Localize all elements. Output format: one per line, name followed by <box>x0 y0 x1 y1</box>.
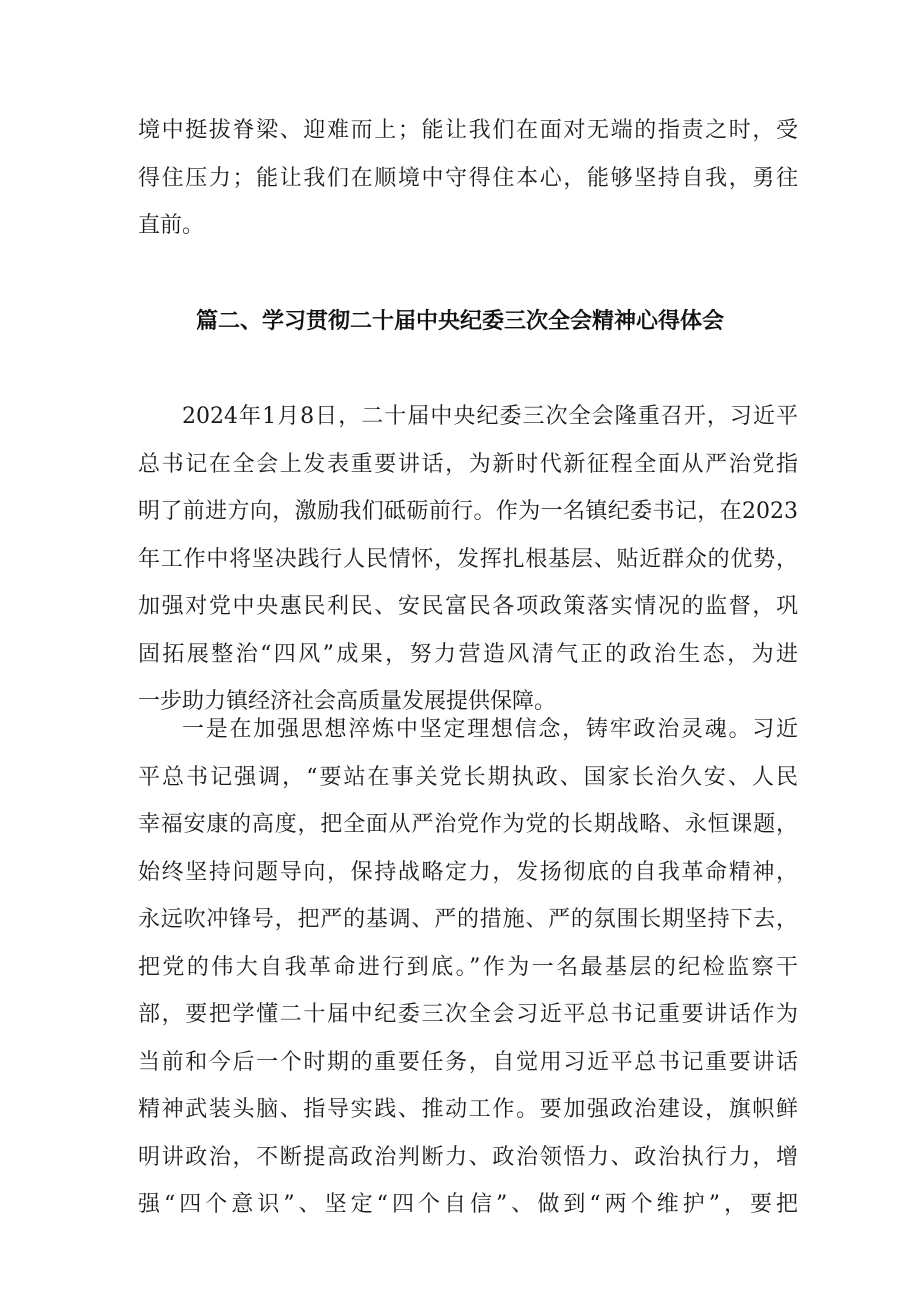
text-line: 永远吹冲锋号，把严的基调、严的措施、严的氛围长期坚持下去， <box>138 907 798 932</box>
text-line: 固拓展整治“四风”成果，努力营造风清气正的政治生态，为进 <box>138 641 798 667</box>
text-line: 一是在加强思想淬炼中坚定理想信念，铸牢政治灵魂。习近 <box>182 717 798 742</box>
text-line: 部，要把学懂二十届中纪委三次全会习近平总书记重要讲话作为 <box>138 1002 798 1027</box>
text-line: 年工作中将坚决践行人民情怀，发挥扎根基层、贴近群众的优势， <box>138 546 798 572</box>
text-line: 把党的伟大自我革命进行到底。”作为一名最基层的纪检监察干 <box>138 954 798 980</box>
text-line: 得住压力；能让我们在顺境中守得住本心，能够坚持自我，勇往 <box>138 165 798 191</box>
text-line: 明讲政治，不断提高政治判断力、政治领悟力、政治执行力，增 <box>138 1144 798 1170</box>
continuation-paragraph <box>138 107 798 250</box>
paragraph-1 <box>138 393 798 726</box>
paragraph-2 <box>138 706 798 1229</box>
text-line: 直前。 <box>138 213 205 238</box>
section-heading: 篇二、学习贯彻二十届中央纪委三次全会精神心得体会 <box>195 309 724 334</box>
text-line: 始终坚持问题导向，保持战略定力，发扬彻底的自我革命精神， <box>138 859 798 885</box>
text-line: 总书记在全会上发表重要讲话，为新时代新征程全面从严治党指 <box>138 451 798 477</box>
text-line: 精神武装头脑、指导实践、推动工作。要加强政治建设，旗帜鲜 <box>138 1097 798 1122</box>
text-line: 加强对党中央惠民利民、安民富民各项政策落实情况的监督，巩 <box>138 594 798 619</box>
text-line: 境中挺拔脊梁、迎难而上；能让我们在面对无端的指责之时，受 <box>138 118 798 143</box>
text-line: 强“四个意识”、坚定“四个自信”、做到“两个维护”，要把 <box>138 1192 798 1217</box>
text-line: 平总书记强调，“要站在事关党长期执政、国家长治久安、人民 <box>138 764 798 790</box>
text-line: 2024年1月8日，二十届中央纪委三次全会隆重召开，习近平 <box>182 404 798 429</box>
text-line: 当前和今后一个时期的重要任务，自觉用习近平总书记重要讲话 <box>138 1049 798 1075</box>
text-line: 一步助力镇经济社会高质量发展提供保障。 <box>138 689 557 714</box>
text-line: 幸福安康的高度，把全面从严治党作为党的长期战略、永恒课题， <box>138 812 798 837</box>
text-line: 明了前进方向，激励我们砥砺前行。作为一名镇纪委书记，在2023 <box>138 499 798 524</box>
